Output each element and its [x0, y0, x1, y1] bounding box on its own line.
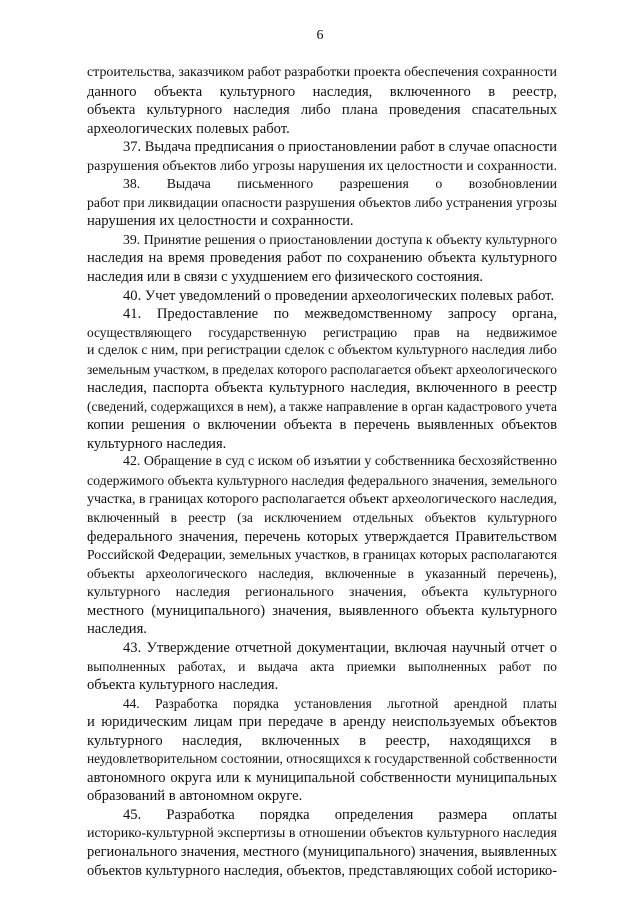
text-line: 37. Выдача предписания о приостановлении работ в случае опасности — [123, 139, 557, 156]
text-line: наследия. — [87, 621, 147, 638]
text-line: выполненных работах, и выдача акта приемки выполненных работ по — [87, 658, 557, 674]
text-line: 44. Разработка порядка установления льготной арендной платы — [123, 695, 557, 711]
text-line: автономного округа или к муниципальной собственности муниципальных — [87, 769, 557, 786]
text-line: (сведений, содержащихся в нем), а также направление в орган кадастрового учета — [87, 398, 557, 414]
text-line: осуществляющего государственную регистрацию прав на недвижимое — [87, 324, 557, 340]
text-line: археологических полевых работ. — [87, 120, 290, 137]
text-line: 42. Обращение в суд с иском об изъятии у собственника бесхозяйственно — [123, 454, 557, 470]
text-line: 43. Утверждение отчетной документации, включая научный отчет о — [123, 639, 557, 656]
text-line: 41. Предоставление по межведомственному запросу органа, — [123, 306, 557, 323]
text-line: наследия на время проведения работ по сохранению объекта культурного — [87, 250, 557, 267]
text-line: содержимого объекта культурного наследия федерального значения, земельного — [87, 473, 557, 489]
page-number: 6 — [316, 28, 324, 43]
text-line: 38. Выдача письменного разрешения о возобновлении — [123, 176, 557, 192]
text-line: разрушения объектов либо угрозы нарушения их целостности и сохранности. — [87, 157, 557, 174]
text-line: неудовлетворительном состоянии, относящихся к государственной собственности — [87, 751, 557, 767]
text-line: 39. Принятие решения о приостановлении доступа к объекту культурного — [123, 231, 557, 247]
text-line: историко-культурной экспертизы в отношении объектов культурного наследия — [87, 825, 557, 842]
text-line: и сделок с ним, при регистрации сделок с объектом культурного наследия либо — [87, 343, 557, 359]
text-line: копии решения о включении объекта в перечень выявленных объектов — [87, 417, 557, 434]
text-line: объектов культурного наследия, объектов, представляющих собой историко- — [87, 862, 557, 879]
text-line: строительства, заказчиком работ разработки проекта обеспечения сохранности — [87, 65, 557, 80]
text-line: работ при ликвидации опасности разрушения объектов либо устранения угрозы — [87, 194, 557, 210]
text-line: нарушения их целостности и сохранности. — [87, 213, 354, 230]
text-line: местного (муниципального) значения, выявленного объекта культурного — [87, 602, 557, 619]
text-line: Российской Федерации, земельных участков, в границах которых располагаются — [87, 547, 557, 563]
text-line: наследия или в связи с ухудшением его физического состояния. — [87, 269, 484, 286]
text-line: земельным участком, в пределах которого располагается объект археологического — [87, 361, 557, 377]
text-line: 40. Учет уведомлений о проведении археологических полевых работ. — [123, 287, 555, 304]
text-line: данного объекта культурного наследия, включенного в реестр, — [87, 83, 557, 100]
text-line: объекта культурного наследия либо плана проведения спасательных — [87, 102, 557, 119]
text-line: культурного наследия регионального значения, объекта культурного — [87, 584, 557, 601]
text-line: участка, в границах которого располагается объект археологического наследия, — [87, 491, 557, 507]
text-line: и юридическим лицам при передаче в аренду неиспользуемых объектов — [87, 714, 557, 731]
document-body-text — [87, 64, 557, 880]
text-line: федерального значения, перечень которых утверждается Правительством — [87, 528, 557, 545]
text-line: регионального значения, местного (муниципального) значения, выявленных — [87, 843, 557, 860]
text-line: объекты археологического наследия, включенные в указанный перечень), — [87, 565, 557, 581]
text-line: наследия, паспорта объекта культурного наследия, включенного в реестр — [87, 380, 557, 397]
text-line: образований в автономном округе. — [87, 788, 303, 805]
text-line: культурного наследия. — [87, 435, 227, 452]
text-line: культурного наследия, включенных в реестр, находящихся в — [87, 732, 557, 749]
text-line: 45. Разработка порядка определения размера оплаты — [123, 806, 557, 823]
text-line: объекта культурного наследия. — [87, 677, 279, 694]
text-line: включенный в реестр (за исключением отдельных объектов культурного — [87, 510, 557, 526]
